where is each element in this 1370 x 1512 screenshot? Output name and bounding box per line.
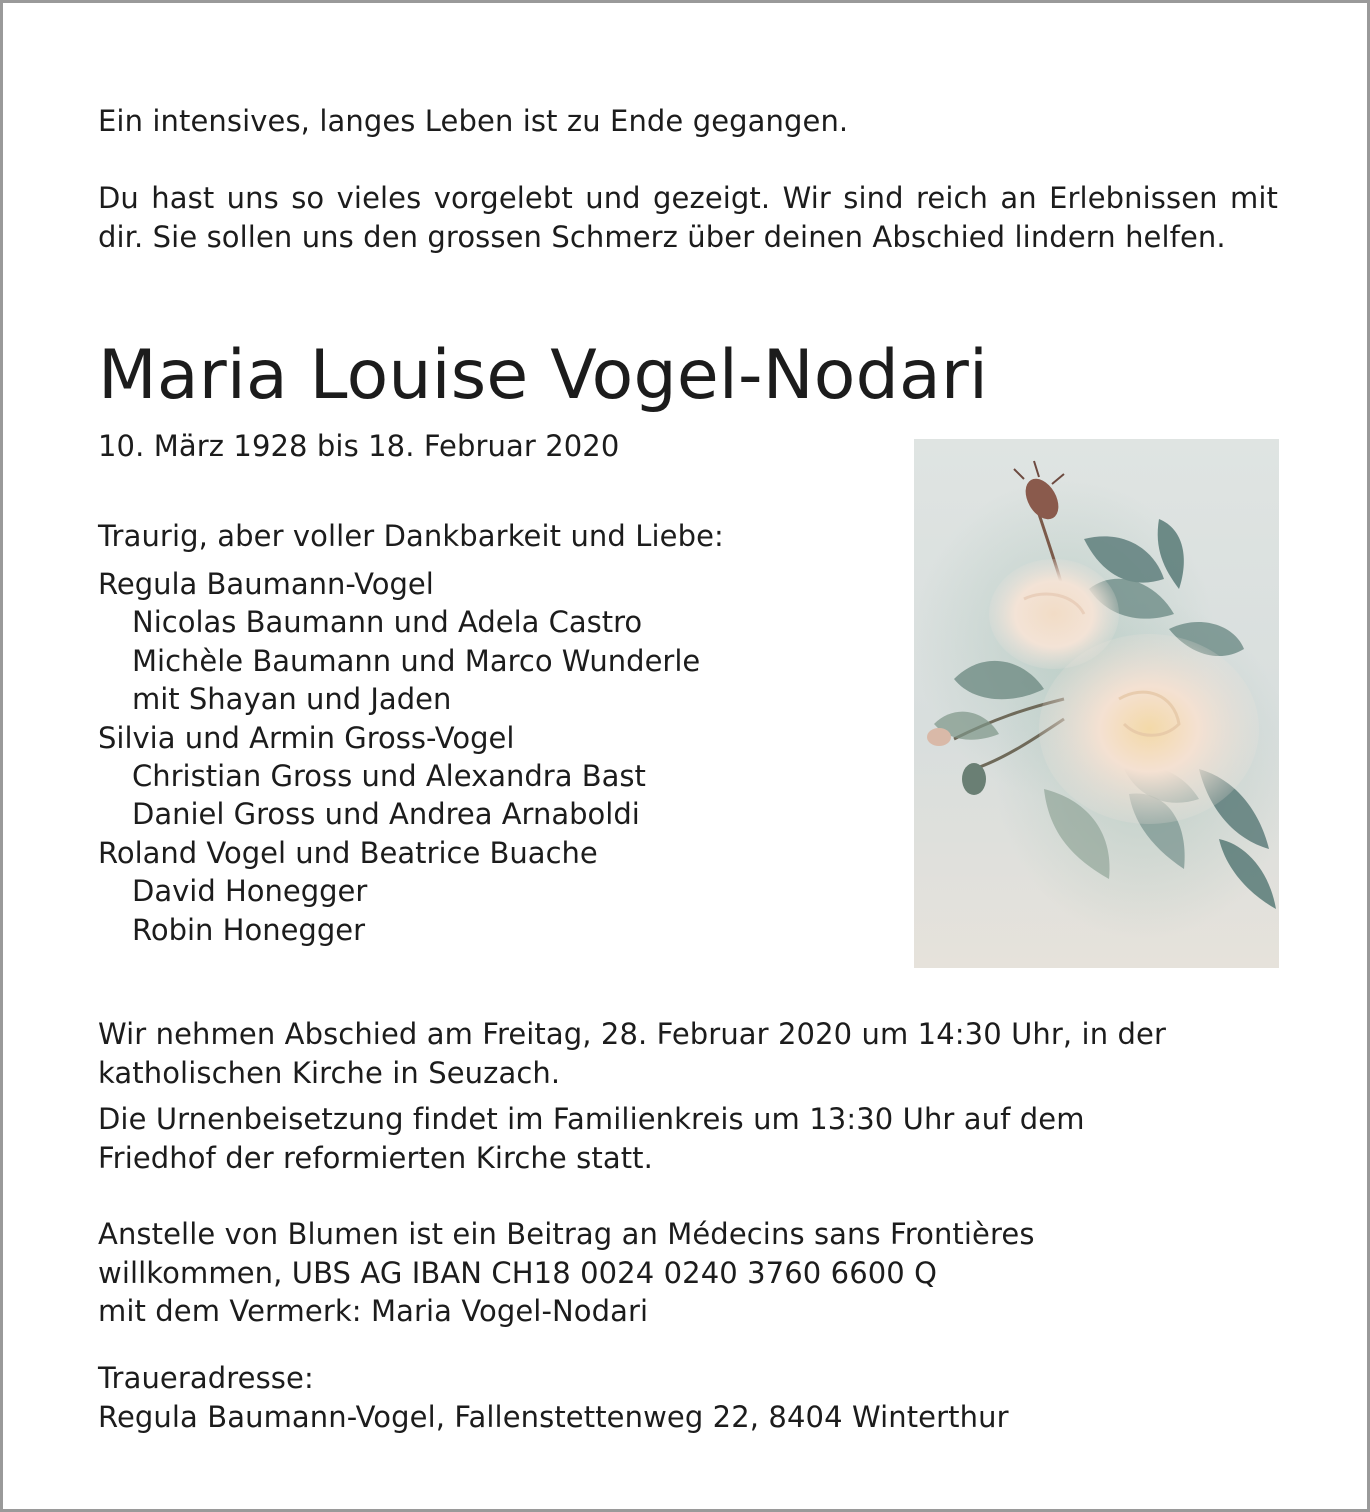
family-member: Regula Baumann-Vogel: [98, 567, 434, 601]
family-member: Roland Vogel und Beatrice Buache: [98, 835, 598, 870]
family-member: Robin Honegger: [132, 912, 366, 947]
ceremony-line: katholischen Kirche in Seuzach.: [98, 1055, 561, 1090]
intro-line: Ein intensives, langes Leben ist zu Ende gegangen.: [98, 104, 849, 138]
family-member: Daniel Gross und Andrea Arnaboldi: [132, 797, 640, 832]
mourning-intro: Traurig, aber voller Dankbarkeit und Liebe:: [98, 519, 724, 553]
intro-paragraph: Du hast uns so vieles vorgelebt und gezeigt. Wir sind reich an Erlebnissen mit dir. Sie sollen uns den grossen Schmerz über deinen Abschied lindern helfen.: [98, 181, 1278, 254]
ceremony-info: [98, 1015, 1278, 1092]
burial-line: Die Urnenbeisetzung findet im Familienkreis um 13:30 Uhr auf dem: [98, 1102, 1085, 1136]
life-dates: 10. März 1928 bis 18. Februar 2020: [98, 429, 620, 463]
watercolor-roses-image: [914, 439, 1279, 968]
family-member: Michèle Baumann und Marco Wunderle: [132, 643, 701, 678]
donation-line: mit dem Vermerk: Maria Vogel-Nodari: [98, 1294, 649, 1328]
ceremony-line: Wir nehmen Abschied am Freitag, 28. Februar 2020 um 14:30 Uhr, in der: [98, 1017, 1166, 1051]
donation-info: [98, 1215, 1278, 1331]
deceased-name: Maria Louise Vogel-Nodari: [98, 336, 989, 415]
family-member: mit Shayan und Jaden: [132, 682, 452, 717]
family-member: Nicolas Baumann und Adela Castro: [132, 605, 643, 640]
donation-line: Anstelle von Blumen ist ein Beitrag an Médecins sans Frontières: [98, 1217, 1035, 1251]
mourning-address: [98, 1359, 1278, 1436]
family-member: Christian Gross und Alexandra Bast: [132, 759, 646, 794]
family-member: Silvia und Armin Gross-Vogel: [98, 720, 515, 755]
address-label: Traueradresse:: [98, 1361, 314, 1395]
burial-line: Friedhof der reformierten Kirche statt.: [98, 1140, 653, 1175]
address-value: Regula Baumann-Vogel, Fallenstettenweg 22, 8404 Winterthur: [98, 1399, 1009, 1434]
family-member: David Honegger: [132, 874, 368, 909]
burial-info: [98, 1100, 1278, 1177]
family-list: [98, 565, 700, 949]
donation-line: willkommen, UBS AG IBAN CH18 0024 0240 3760 6600 Q: [98, 1255, 938, 1290]
